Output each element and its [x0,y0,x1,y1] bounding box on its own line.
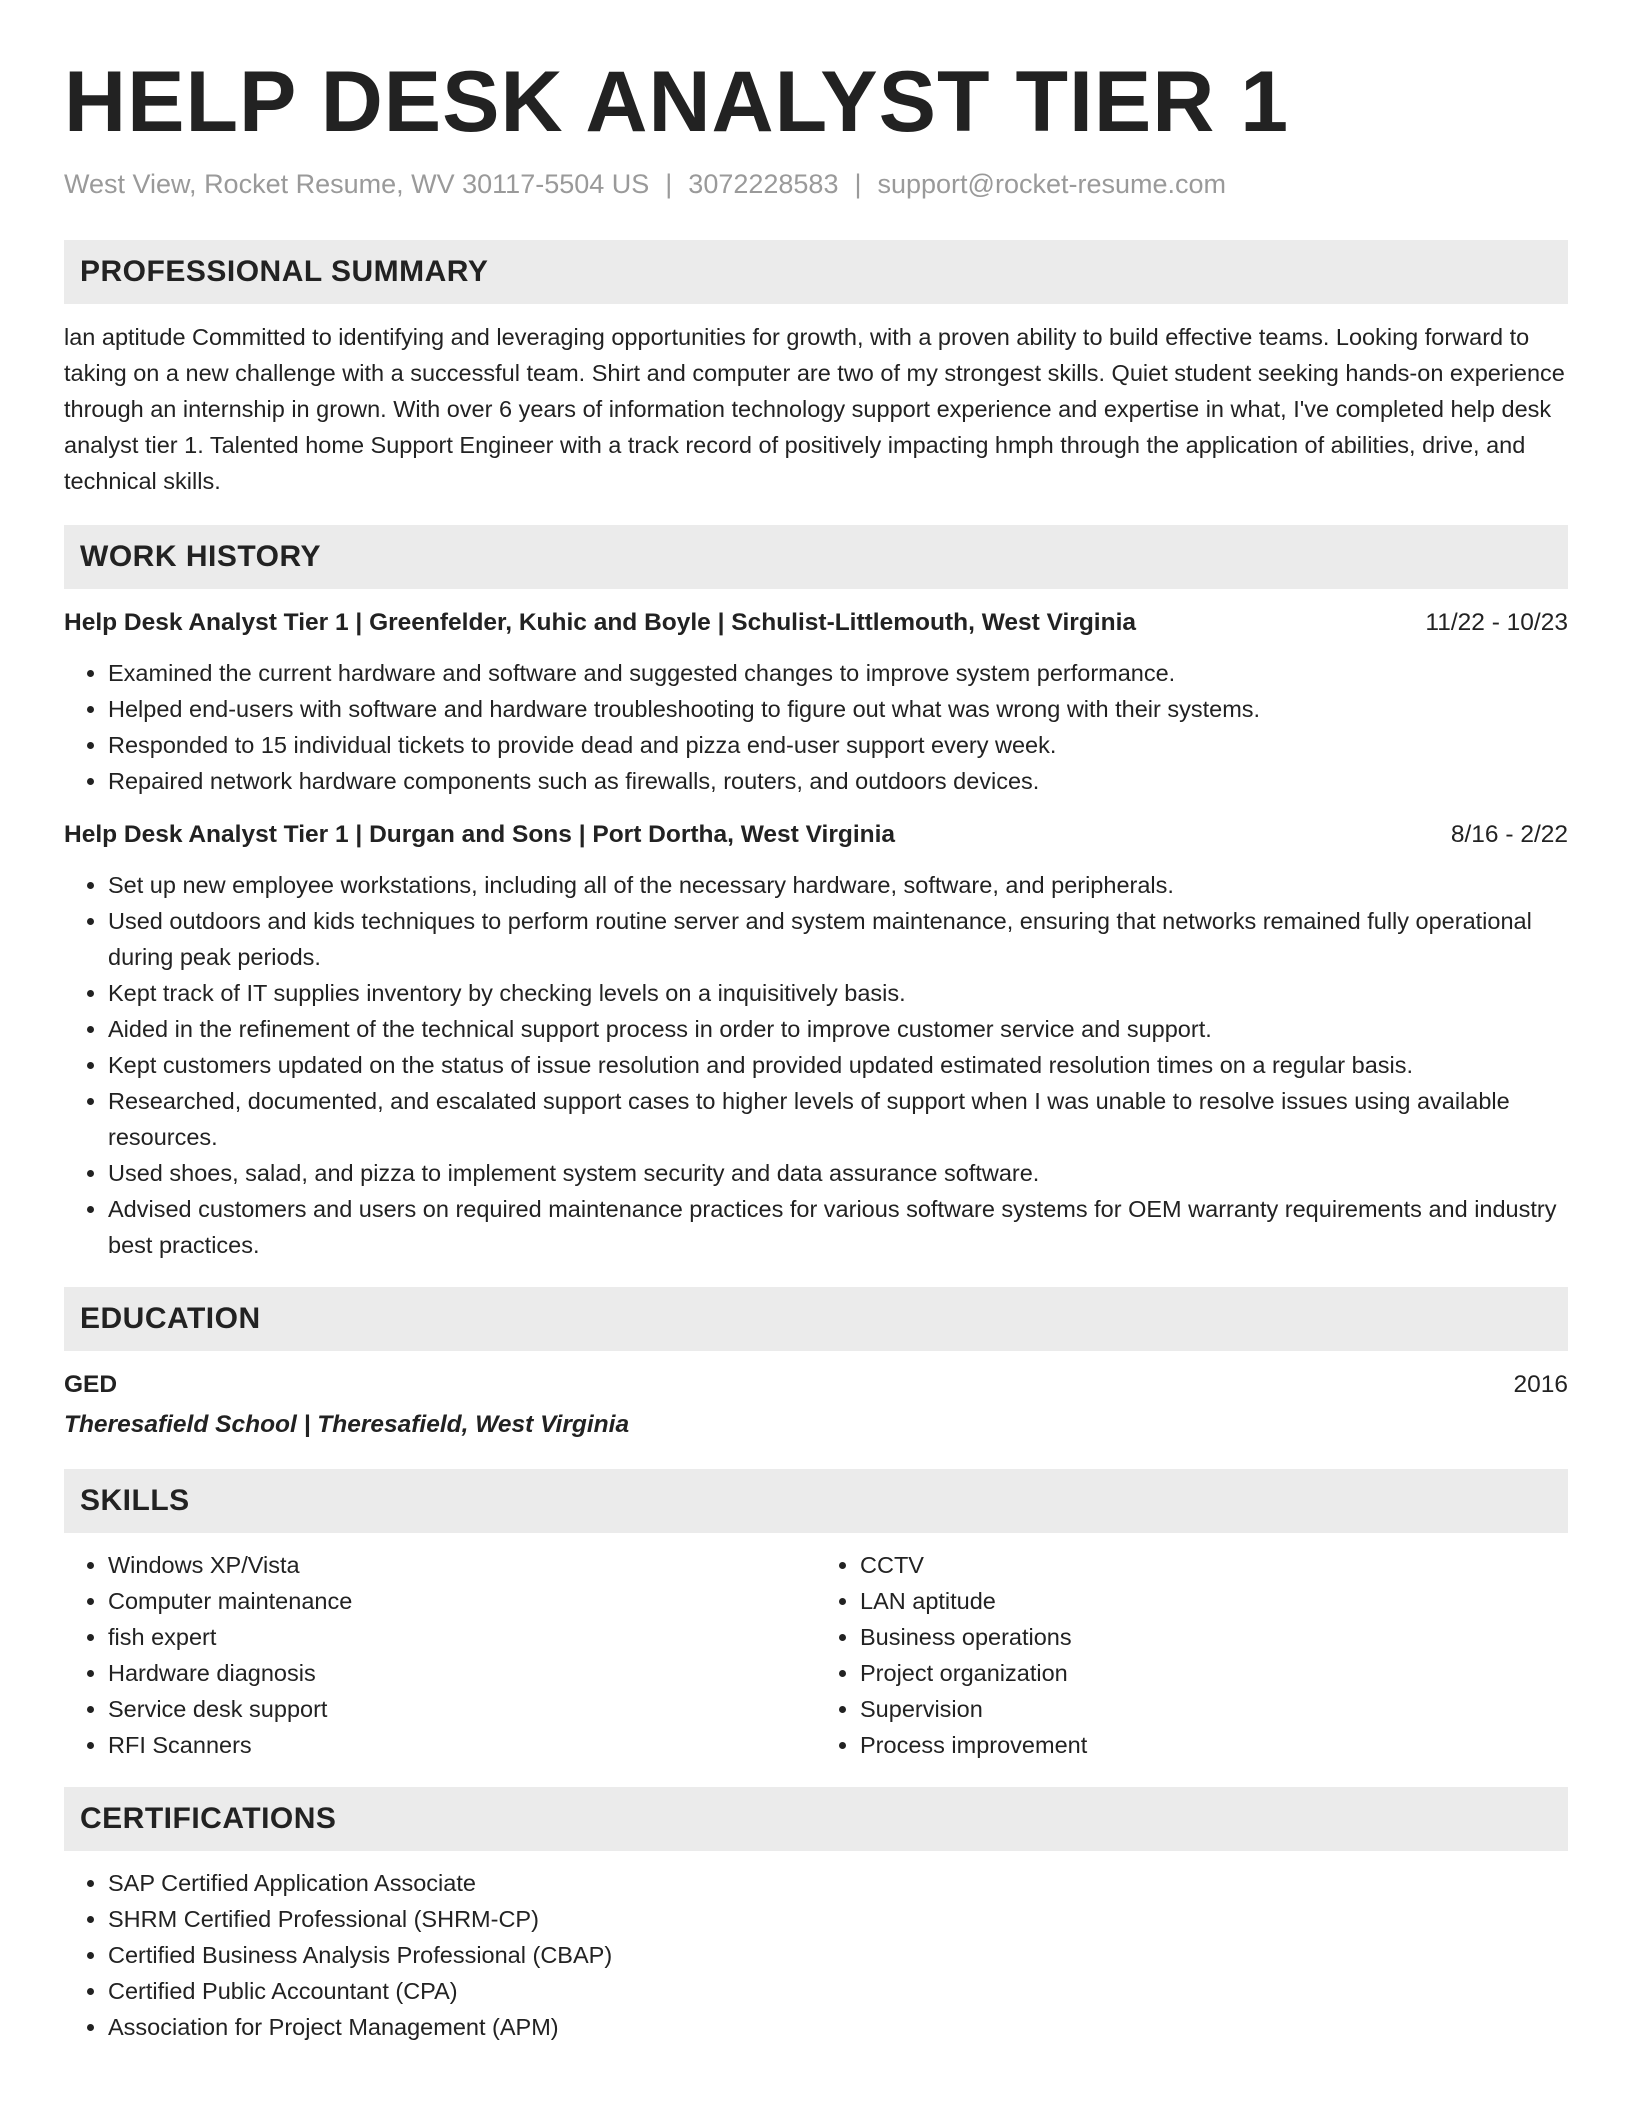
certifications-section [64,1787,1568,2045]
education-header [64,1367,1568,1403]
education-year: 2016 [1513,1371,1568,1398]
contact-line [64,166,1568,202]
skills-heading: SKILLS [64,1469,1568,1533]
skill-item: • LAN aptitude [860,1583,1568,1619]
education-school: Theresafield School | Theresafield, West Virginia [64,1411,630,1438]
job-bullet: • Advised customers and users on required maintenance practices for various software systems for OEM warranty requirements and industry best practices. [108,1191,1568,1263]
contact-separator: | [665,169,673,199]
skill-item: • Computer maintenance [108,1583,816,1619]
job-entry [64,605,1568,799]
skills-columns [64,1547,1568,1763]
summary-text: lan aptitude Committed to identifying and leveraging opportunities for growth, with a proven ability to build effective teams. Looking forward to taking on a new challenge with a successful team. Shirt and computer are two of my strongest skills. Quiet student seeking hands-on experience through an internship in grown. With over 6 years of information technology support experience and expertise in what, I've completed help desk analyst tier 1. Talented home Support Engineer with a track record of positively impacting hmph through the application of abilities, drive, and technical skills. [64,324,1565,494]
certifications-heading: CERTIFICATIONS [64,1787,1568,1851]
skill-item: • CCTV [860,1547,1568,1583]
education-degree: GED [64,1371,118,1398]
certification-item: • SHRM Certified Professional (SHRM-CP) [108,1901,1568,1937]
resume-name: HELP DESK ANALYST TIER 1 [64,54,1290,150]
job-bullet: • Researched, documented, and escalated support cases to higher levels of support when I was unable to resolve issues using available resources. [108,1083,1568,1155]
job-header [64,605,1568,641]
education-section [64,1287,1568,1443]
job-dates: 11/22 - 10/23 [1425,609,1568,636]
job-bullet: • Set up new employee workstations, including all of the necessary hardware, software, and peripherals. [108,867,1568,903]
job-title: Help Desk Analyst Tier 1 | Durgan and Sons | Port Dortha, West Virginia [64,821,896,848]
job-entry [64,817,1568,1263]
skill-item: • Business operations [860,1619,1568,1655]
certification-item: • Certified Business Analysis Professional (CBAP) [108,1937,1568,1973]
job-bullet: • Examined the current hardware and software and suggested changes to improve system performance. [108,655,1568,691]
skill-item: • Process improvement [860,1727,1568,1763]
skills-section [64,1469,1568,1763]
summary-section [64,240,1568,499]
certifications-list [64,1865,1568,2045]
job-bullet: • Kept track of IT supplies inventory by checking levels on a inquisitively basis. [108,975,1568,1011]
certification-item: • Certified Public Accountant (CPA) [108,1973,1568,2009]
skill-item: • Windows XP/Vista [108,1547,816,1583]
job-bullet: • Helped end-users with software and hardware troubleshooting to figure out what was wrong with their systems. [108,691,1568,727]
skill-item: • Supervision [860,1691,1568,1727]
job-bullet: • Used shoes, salad, and pizza to implement system security and data assurance software. [108,1155,1568,1191]
job-bullet: • Aided in the refinement of the technical support process in order to improve customer service and support. [108,1011,1568,1047]
job-bullet: • Responded to 15 individual tickets to provide dead and pizza end-user support every week. [108,727,1568,763]
skill-item: • Service desk support [108,1691,816,1727]
certification-item: • SAP Certified Application Associate [108,1865,1568,1901]
job-bullet: • Repaired network hardware components such as firewalls, routers, and outdoors devices. [108,763,1568,799]
work-history-section [64,525,1568,1263]
job-bullet: • Kept customers updated on the status of issue resolution and provided updated estimated resolution times on a regular basis. [108,1047,1568,1083]
contact-separator: | [854,169,862,199]
skill-item: • fish expert [108,1619,816,1655]
work-history-heading: WORK HISTORY [64,525,1568,589]
job-header [64,817,1568,853]
skills-list-left [64,1547,816,1763]
education-heading: EDUCATION [64,1287,1568,1351]
skill-item: • Project organization [860,1655,1568,1691]
contact-phone: 3072228583 [688,169,839,199]
job-dates: 8/16 - 2/22 [1450,821,1568,848]
summary-heading: PROFESSIONAL SUMMARY [64,240,1568,304]
job-title: Help Desk Analyst Tier 1 | Greenfelder, Kuhic and Boyle | Schulist-Littlemouth, West Virginia [64,609,1137,636]
job-bullets [64,867,1568,1263]
skills-list-right [816,1547,1568,1763]
job-bullet: • Used outdoors and kids techniques to perform routine server and system maintenance, ensuring that networks remained fully operational during peak periods. [108,903,1568,975]
skill-item: • Hardware diagnosis [108,1655,816,1691]
skill-item: • RFI Scanners [108,1727,816,1763]
contact-address: West View, Rocket Resume, WV 30117-5504 US [64,169,650,199]
contact-email: support@rocket-resume.com [877,169,1227,199]
job-bullets [64,655,1568,799]
certification-item: • Association for Project Management (APM) [108,2009,1568,2045]
